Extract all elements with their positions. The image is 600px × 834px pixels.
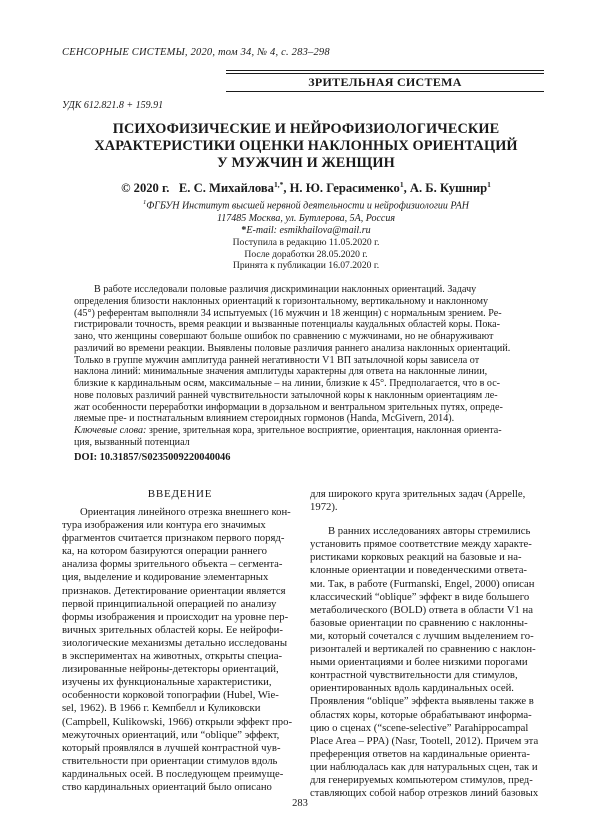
body-line: контрастной чувствительности для стимулов, <box>310 669 518 682</box>
body-line: Place Area – PPA) (Nasr, Tootell, 2012). Причем эта <box>310 734 539 747</box>
abstract-line: гистрировали точность, время реакции и вызванные потенциалы каудальных областей коры. Пока- <box>74 319 500 331</box>
body-line: ка, на котором базируются операции раннего <box>62 545 267 558</box>
body-line: ризонталей и вертикалей по сравнению с наклон- <box>310 643 536 656</box>
author-affil-sup: 1 <box>487 180 491 189</box>
body-line: ствительности при ориентации стимулов вдоль <box>62 754 278 767</box>
section-title: ЗРИТЕЛЬНАЯ СИСТЕМА <box>308 75 462 89</box>
keywords-label: Ключевые слова: <box>74 425 147 436</box>
date-revised: После доработки 28.05.2020 г. <box>244 248 368 260</box>
body-line: метаболического (BOLD) ответа в области V1 на <box>310 603 534 616</box>
body-line: признаков. Детектирование ориентации является <box>62 584 286 597</box>
body-line: зиологические механизмы детально исследованы <box>62 636 288 649</box>
keywords-text: зрение, зрительная кора, зрительное восприятие, ориентация, наклонная ориента- <box>146 425 502 436</box>
author-separator: , <box>403 181 410 196</box>
abstract-line: определения близости наклонных ориентаций к горизонтальному, вертикальному и наклонному <box>74 295 489 307</box>
body-line: установить прямое соответствие между характе- <box>310 538 532 551</box>
body-line: 1972). <box>310 501 338 514</box>
title-line: У МУЖЧИН И ЖЕНЩИН <box>217 155 395 171</box>
abstract-line: Только в группе мужчин амплитуда ранней негативности V1 ВП затылочной коры зависела от <box>74 354 480 366</box>
body-line: цию о сценах (“scene-selective” Parahippocampal <box>310 721 529 734</box>
body-line: вичных зрительных областей коры. Ее нейрофи- <box>62 623 283 636</box>
body-line: В ранних исследованиях авторы стремились <box>328 525 531 538</box>
article-title <box>62 121 550 172</box>
title-line: ХАРАКТЕРИСТИКИ ОЦЕНКИ НАКЛОННЫХ ОРИЕНТАЦИЙ <box>94 138 518 154</box>
abstract-line: (45°) референтам выполняли 34 испытуемых (16 мужчин и 18 женщин) с нормальным зрением. Ре- <box>74 307 502 319</box>
body-column-left <box>62 488 298 794</box>
body-line: ми. Так, в работе (Furmanski, Engel, 2000) описан <box>310 577 535 590</box>
author-separator: , <box>283 181 290 196</box>
abstract-line: зано, что женщины совершают больше ошибок по сравнению с мужчинами, но не обнаруживают <box>74 331 494 342</box>
body-line: для генерируемых компьютером стимулов, пред- <box>310 773 533 786</box>
body-line: формы изображения и происходит на уровне пер- <box>62 610 289 623</box>
abstract-line: различий во времени реакции. Выявлены половые различия раннего анализа наклонных ориентаций. <box>74 342 511 354</box>
section-rule-bottom <box>226 91 544 92</box>
affiliation-name: ФГБУН Институт высшей нервной деятельности и нейрофизиологии РАН <box>146 200 469 212</box>
body-line: клонные ориентации и поведенческими ответа- <box>310 564 527 577</box>
body-line: областях коры, которые обрабатывают информа- <box>310 708 532 721</box>
body-line: ристиками корковых реакций на базовые и на- <box>310 551 522 564</box>
journal-header: СЕНСОРНЫЕ СИСТЕМЫ, 2020, том 34, № 4, с. 283–298 <box>62 47 330 58</box>
body-line: ство кардинальных ориентаций было описано <box>62 780 272 793</box>
author-affil-sup: 1, <box>273 180 280 189</box>
body-line: межуточных ориентаций, или “oblique” эффект, <box>62 728 280 741</box>
corresponding-star: * <box>279 180 284 189</box>
abstract-line: нове половых различий ранней чувствительности затылочной коры к наклонным ориентациям ле- <box>74 389 498 401</box>
email-address[interactable]: E-mail: esmikhailova@mail.ru <box>246 224 371 236</box>
section-rule-top <box>226 70 544 71</box>
page-number: 283 <box>292 798 308 809</box>
section-banner <box>226 70 544 94</box>
abstract-line: наклона линий: минимальные значения амплитуды характерны для ответа на наклонные линии, <box>74 366 488 378</box>
body-line: который проявлялся в лучшей контрастной чув- <box>62 741 281 754</box>
submission-dates <box>62 237 550 272</box>
author-name: Е. С. Михайлова <box>178 181 274 196</box>
abstract <box>74 284 540 425</box>
intro-heading: ВВЕДЕНИЕ <box>147 488 213 500</box>
keywords-line <box>74 425 540 437</box>
body-line: ставляющих собой набор отрезков линий базовых <box>310 787 539 800</box>
body-line: ция, выделение и кодирование элементарных <box>62 571 269 584</box>
body-line: базовые ориентации по сравнению с наклонны- <box>310 616 528 629</box>
body-line: классический “oblique” эффект в виде большего <box>310 590 530 603</box>
keywords <box>74 425 540 449</box>
body-line: ции наблюдалась как для натуральных сцен, так и <box>310 760 538 773</box>
affiliation-institute <box>62 197 550 213</box>
keywords-line: ция, вызванный потенциал <box>74 436 190 448</box>
author-name: А. Б. Кушнир <box>409 181 488 196</box>
email-star: * <box>241 224 247 236</box>
paragraph-gap <box>310 514 546 525</box>
date-accepted: Принята к публикации 16.07.2020 г. <box>232 260 380 272</box>
date-received: Поступила в редакцию 11.05.2020 г. <box>232 237 380 248</box>
body-line: лизированные нейроны-детекторы ориентаций, <box>62 663 279 676</box>
body-line: в экспериментах на животных, открыты специа- <box>62 650 283 663</box>
body-line: (Campbell, Kulikowski, 1966) открыли эффект про- <box>62 715 293 728</box>
affiliation-email-line <box>62 225 550 237</box>
body-column-right <box>310 488 546 800</box>
body-line: ми, который сочетался с лучшим выделением го- <box>310 629 534 642</box>
affiliation <box>62 197 550 237</box>
affiliation-sup: 1 <box>143 199 147 206</box>
body-line: для широкого круга зрительных задач (Appelle, <box>310 488 526 500</box>
udk-code: УДК 612.821.8 + 159.91 <box>62 100 164 111</box>
abstract-line: близкие к кардинальным осям, максимальные – на линии, близкие к 45°. Предполагается, что в ос- <box>74 378 501 389</box>
authors-line <box>62 180 550 196</box>
author-name: Н. Ю. Герасименко <box>289 181 400 196</box>
body-line: sel, 1962). В 1966 г. Кемпбелл и Куликовски <box>62 702 261 715</box>
body-line: Проявления “oblique” эффекта выявлены также в <box>310 695 534 708</box>
body-line: ориентированных вдоль кардинальных осей. <box>310 682 514 695</box>
body-line: тура изображения или контура его значимых <box>62 519 266 532</box>
affiliation-address: 117485 Москва, ул. Бутлерова, 5А, Россия <box>216 212 395 224</box>
doi[interactable]: DOI: 10.31857/S0235009220040046 <box>74 452 231 463</box>
author-affil-sup: 1 <box>399 180 404 189</box>
title-line: ПСИХОФИЗИЧЕСКИЕ И НЕЙРОФИЗИОЛОГИЧЕСКИЕ <box>112 121 500 137</box>
body-line: анализа формы зрительного объекта – сегмента- <box>62 558 283 571</box>
body-line: кардинальных осей. В последующем преимуще- <box>62 767 284 780</box>
body-line: фрагментов считается признаком первого поряд- <box>62 532 285 545</box>
body-line: первой принципиальной операцией по анализу <box>62 597 277 610</box>
body-line: преференция ответов на кардинальные ориента- <box>310 747 530 760</box>
body-line: особенности корковой топографии (Hubel, Wie- <box>62 689 279 702</box>
body-line: ными ориентациями и более низкими порогами <box>310 656 528 669</box>
abstract-line: жат особенности переработки информации в дорзальном и вентральном зрительных путях, опреде- <box>74 401 503 413</box>
abstract-line: В работе исследовали половые различия дискриминации наклонных ориентаций. Задачу <box>94 284 477 295</box>
body-line: изучены их функциональные характеристики, <box>62 676 272 689</box>
copyright-year: © 2020 г. <box>121 181 170 196</box>
abstract-line: ляемые пре- и постнатальным влиянием стероидных гормонов (Handa, McGivern, 2014). <box>74 413 455 425</box>
body-line: Ориентация линейного отрезка внешнего кон- <box>80 506 291 518</box>
section-rule-top-inner <box>226 73 544 74</box>
